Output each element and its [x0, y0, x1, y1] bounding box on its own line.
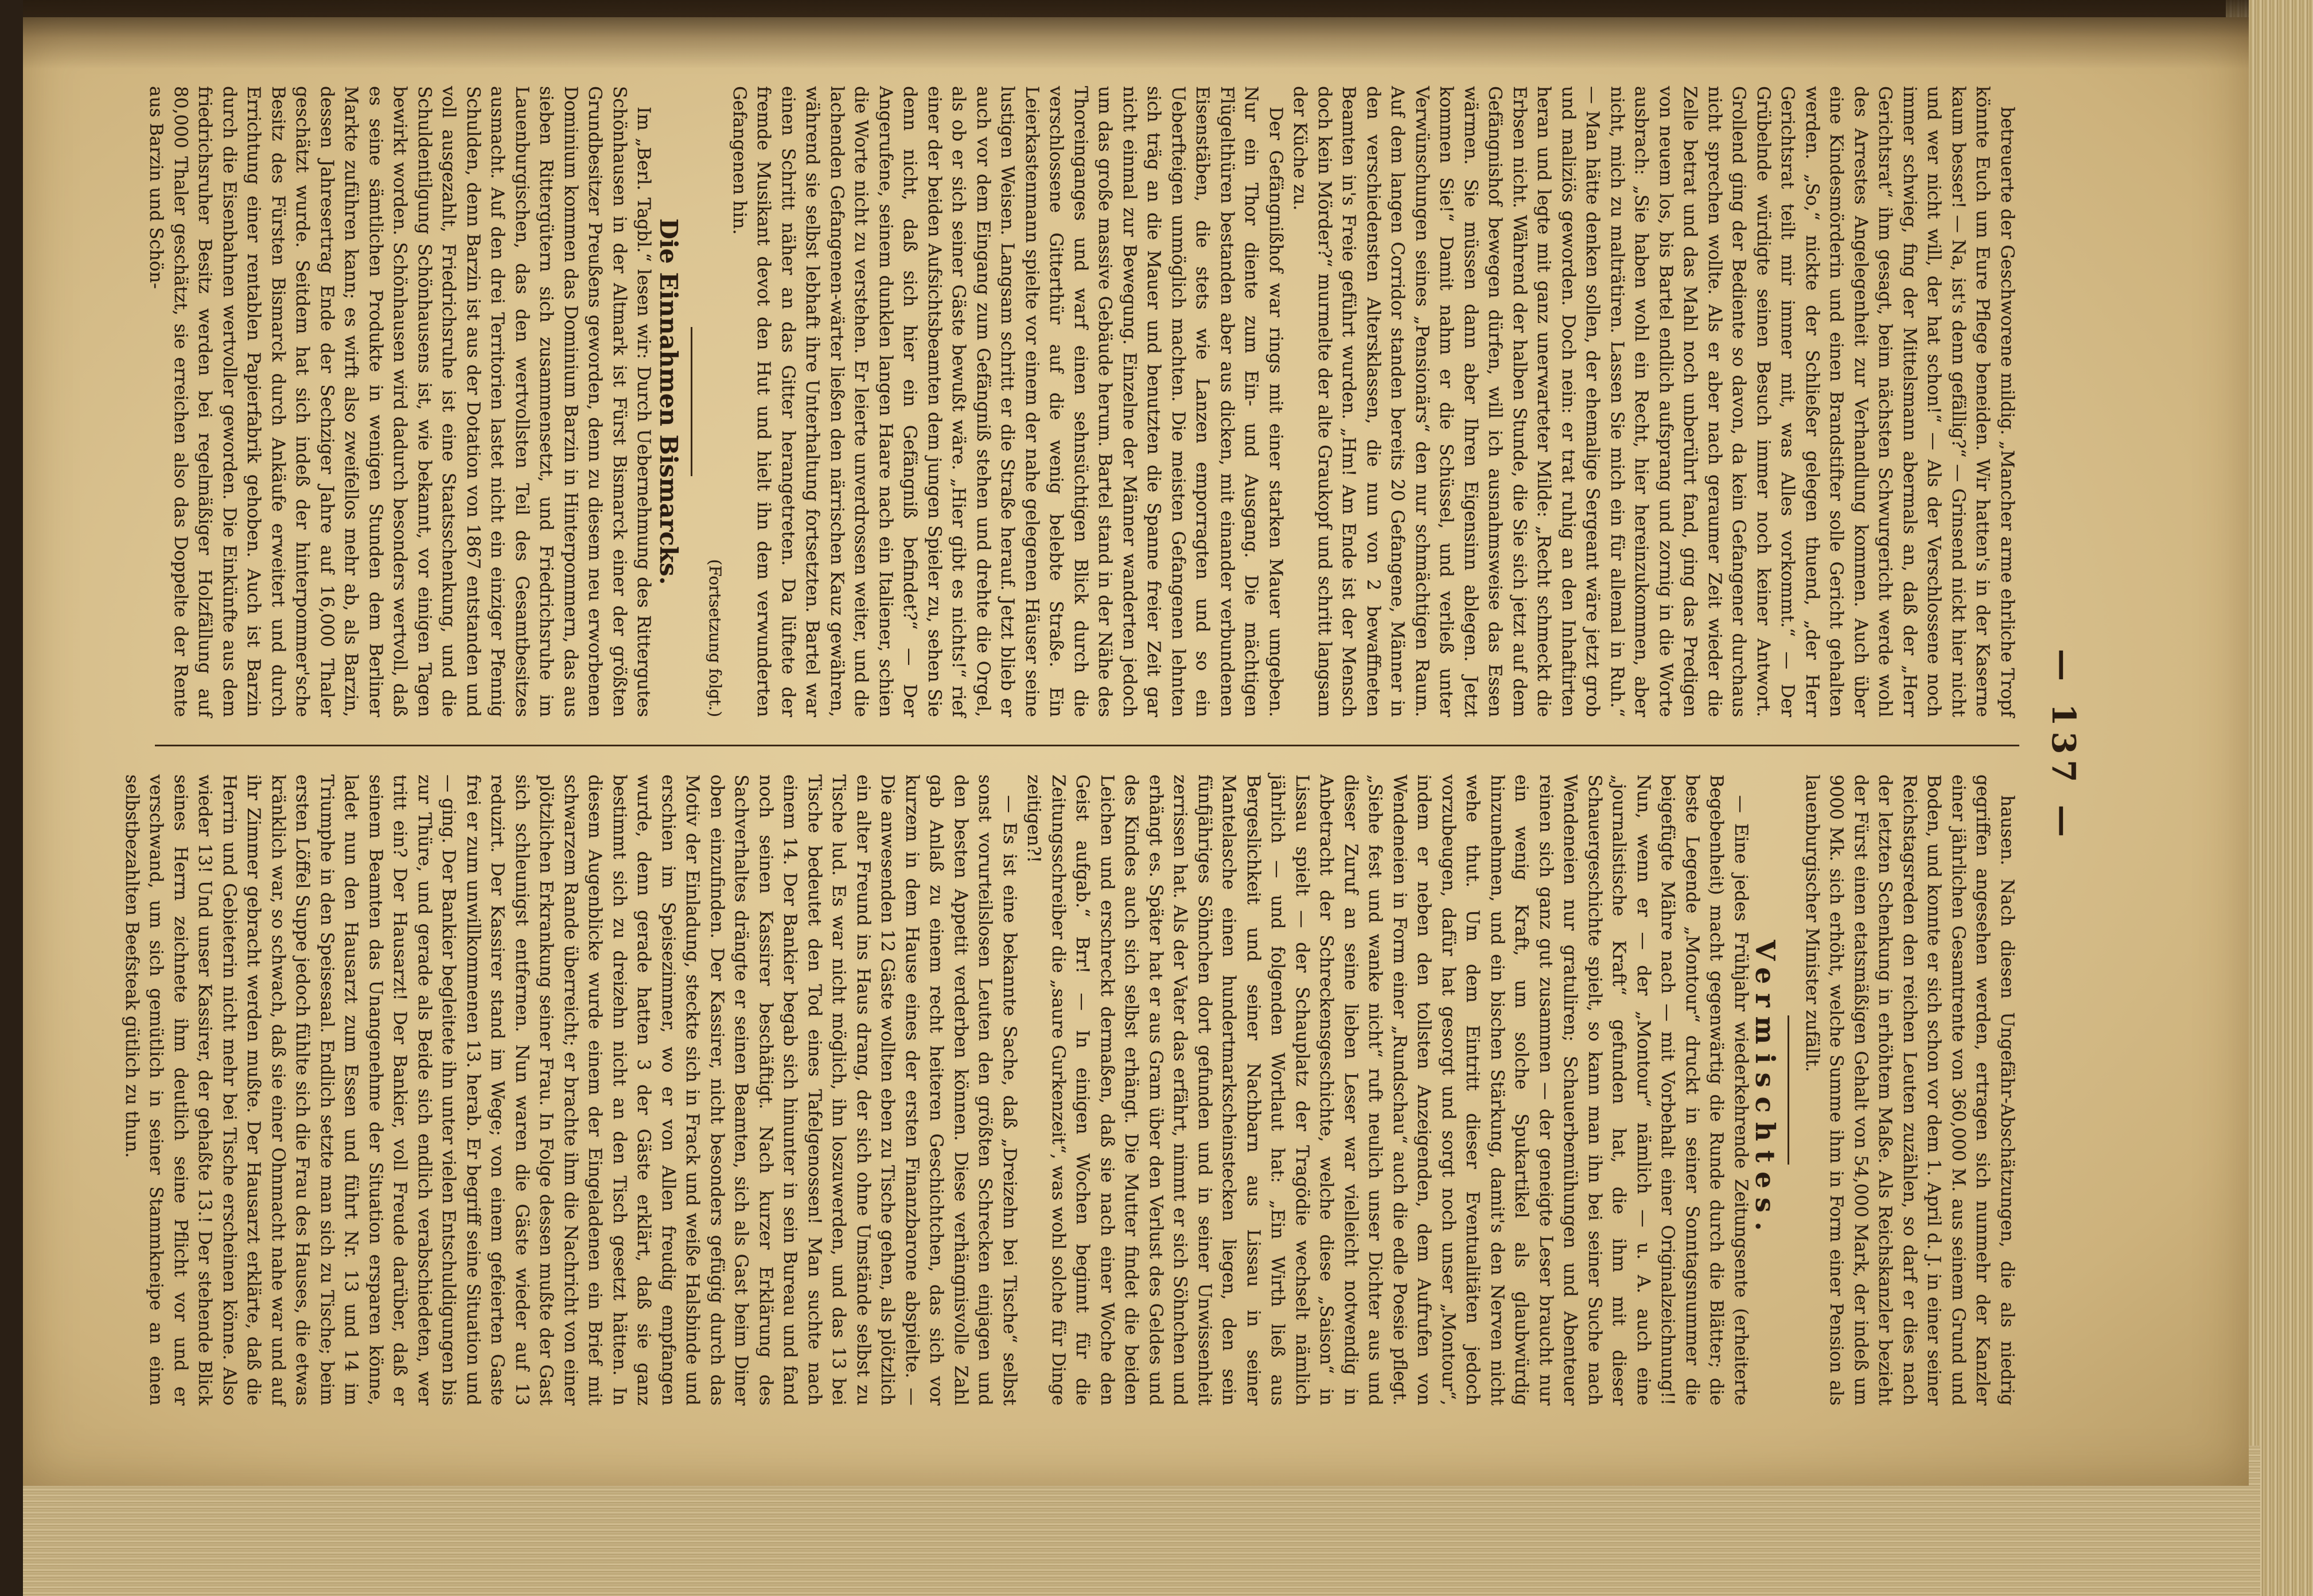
article-title-bismarck: Die Einnahmen Bismarcks.	[655, 218, 683, 585]
section-rule	[691, 327, 692, 476]
page-header	[2031, 86, 2082, 1406]
article-paragraph: hausen. Nach diesen Ungefähr-Abschätzungen, die als niedrig gegriffen angesehen werden, ertragen sich nunmehr der Kanzler einer jährlichen Gesamtrente von 360,000 M. aus seinem Grund und Boden, und konnte er sich schon vor dem 1. April d. J. in einer seiner Reichstagsreden den reichen Leuten zuzählen, so darf er dies nach der letzten Schenkung in erhöhtem Maße. Als Reichskanzler bezieht der Fürst einen etatsmäßigen Gehalt von 54,000 Mark, der indeß um 9000 Mk. sich erhöht, welche Summe ihm in Form einer Pension als lauenburgischer Minister zufällt.	[1802, 774, 2018, 1406]
miscellany-paragraph: — Eine jedes Frühjahr wiederkehrende Zeitungsente (erheiterte Begebenheit) macht gegenwärtig die Runde durch die Blätter; die beste Legende „Montour“ druckt in seiner Sonntagsnummer die beigefügte Mähre nach — mit Vorbehalt einer Originalzeichnung!! Nun, wenn er — der „Montour“ nämlich — u. A. auch eine „journalistische Kraft“ gefunden hat, die ihm mit dieser Schauergeschichte spielt, so kann man ihn bei seiner Suche nach Wendeneien nur gratuliren; Schauerbemühungen und Abenteuer reinen sich ganz gut zusammen — der geneigte Leser braucht nur ein wenig Kraft, um solche Spukartikel als glaubwürdig hinzunehmen, und ein bischen Stärkung, damit's den Nerven nicht wehe thut. Um dem Eintritt dieser Eventualitäten jedoch vorzubeugen, dafür hat gesorgt und sorgt noch unser „Montour“, indem er neben den tollsten Anzeigenden, dem Aufrufen von Wendeneien in Form einer „Rundschau“ auch die edle Poesie pflegt. „Siehe fest und wanke nicht“ ruft neulich unser Dichter aus und dieser Zuruf an seine lieben Leser war vielleicht notwendig in Anbetracht der Schreckensgeschichte, welche diese „Saison“ in Lissau spielt — der Schauplatz der Tragödie wechselt nämlich jährlich — und folgenden Wortlaut hat: „Ein Wirth ließ aus Bergeslichkeit und seiner Nachbarn aus Lissau in seiner Mantelasche einen hundertmarkscheinstecken liegen, den sein fünfjähriges Söhnchen dort gefunden und in seiner Unwissenheit zerrissen hat. Als der Vater das erfährt, nimmt er sich Söhnchen und erhängt es. Später hat er aus Gram über den Verlust des Geldes und des Kindes auch sich selbst erhängt. Die Mutter findet die beiden Leichen und erschreckt dermaßen, daß sie nach einer Woche den Geist aufgab.“ Brr! — In einigen Wochen beginnt für die Zeitungsschreiber die „saure Gurkenzeit“, was wohl solche für Dinge zeitigen?!	[1023, 774, 1751, 1406]
section-rule	[1788, 1015, 1790, 1165]
article-paragraph: Im „Berl. Tagbl.“ lesen wir: Durch Uebernehmung des Rittergutes Schönhausen in der Altmark ist Fürst Bismarck einer der größten Grundbesitzer Preußens geworden, denn zu diesem neu erworbenen Dominium kommen das Dominium Barzin in Hinterpommern, das aus sieben Rittergütern sich zusammensetzt, und Friedrichsruhe im Lauenburgischen, das den wertvollsten Teil des Gesamtbesitzes ausmacht. Auf den drei Territorien lastet nicht ein einziger Pfennig Schulden, denn Barzin ist aus der Dotation von 1867 entstanden und voll ausgezahlt, Friedrichsruhe ist eine Staatsschenkung, und die Schuldentilgung Schönhausens ist, wie bekannt, vor einigen Tagen bewirkt worden. Schönhausen wird dadurch besonders wertvoll, daß es seine sämtlichen Produkte in wenigen Stunden dem Berliner Markte zuführen kann; es wirft also zweifellos mehr ab, als Barzin, dessen Jahresertrag Ende der Sechziger Jahre auf 16,000 Thaler geschätzt wurde. Seitdem hat sich indeß der hinterpommer'sche Besitz des Fürsten Bismarck durch Ankäufe erweitert und durch Errichtung einer rentablen Papierfabrik gehoben. Auch ist Barzin durch die Eisenbahnen wertvoller geworden. Die Einkünfte aus dem friedrichsruher Besitz werden bei regelmäßiger Holzfällung auf 80,000 Thaler geschätzt, sie erreichen also das Doppelte der Rente aus Barzin und Schön-	[146, 86, 655, 717]
column-divider	[155, 745, 2019, 746]
left-column	[144, 86, 2019, 717]
printed-page	[122, 86, 2082, 1406]
gutter-shadow	[23, 0, 2249, 69]
miscellany-paragraph: — Es ist eine bekannte Sache, daß „Dreizehn bei Tische“ selbst sonst vorurteilslosen Leuten den größten Schrecken einjagen und den besten Appetit verderben können. Diese verhängnisvolle Zahl gab Anlaß zu einem recht heiteren Geschichtchen, das sich vor kurzem in dem Hause eines der ersten Finanzbarone abspielte. — Die anwesenden 12 Gäste wollten eben zu Tische gehen, als plötzlich ein alter Freund ins Haus drang, der sich ohne Umstände selbst zu Tische lud. Es war nicht möglich, ihn loszuwerden, und das 13 bei Tische bedeutet den Tod eines Tafelgenossen! Man suchte nach einem 14. Der Bankier begab sich hinunter in sein Bureau und fand noch seinen Kassirer beschäftigt. Nach kurzer Erklärung des Sachverhaltes drängte er seinen Beamten, sich als Gast beim Diner oben einzufinden. Der Kassirer, nicht besonders gefügig durch das Motiv der Einladung, steckte sich in Frack und weiße Halsbinde und erschien im Speisezimmer, wo er von Allen freudig empfangen wurde, denn gerade hatten 3 der Gäste erklärt, daß sie ganz bestimmt sich zu dreizehn nicht an den Tisch gesetzt hätten. In diesem Augenblicke wurde einem der Eingeladenen ein Brief mit schwarzem Rande überreicht; er brachte ihm die Nachricht von einer plötzlichen Erkrankung seiner Frau. In Folge dessen mußte der Gast sich schleunigst entfernen. Nun waren die Gäste wieder auf 13 reduzirt. Der Kassirer stand im Wege; von einem gefeierten Gaste frei er zum unwillkommenen 13. herab. Er begriff seine Situation und — ging. Der Bankier begleitete ihn unter vielen Entschuldigungen bis zur Thüre, und gerade als Beide sich endlich verabschiedeten, wer tritt ein? Der Hausarzt! Der Bankier, voll Freude darüber, daß er seinem Beamten das Unangenehme der Situation ersparen könne, ladet nun den Hausarzt zum Essen und führt Nr. 13 und 14 im Triumphe in den Speisesaal. Endlich setzte man sich zu Tische; beim ersten Löffel Suppe jedoch fühlte sich die Frau des Hauses, die etwas kränklich war, so schwach, daß sie einer Ohnmacht nahe war und auf ihr Zimmer gebracht werden mußte. Der Hausarzt erklärte, daß die Herrin und Gebieterin nicht mehr bei Tische erscheinen könne. Also wieder 13! Und unser Kassirer, der gehaßte 13.! Der stehende Blick seines Herrn zeichnete ihm deutlich seine Pflicht vor und er verschwand, um sich gemütlich in seiner Stammkneipe an einen selbstbezahlten Beefsteak gütlich zu thun.	[122, 774, 1020, 1406]
section-title-vermischtes: Vermischtes.	[1750, 940, 1781, 1240]
page-number: — 137 —	[2045, 649, 2082, 843]
right-column	[120, 774, 2020, 1406]
continued-note: (Fortsetzung folgt.)	[706, 559, 725, 717]
story-paragraph: Der Gefängnißhof war rings mit einer starken Mauer umgeben. Nur ein Thor diente zum Ein- und Ausgang. Die mächtigen Flügelthüren bestanden aber aus dicken, mit einander verbundenen Eisenstäben, die stets wie Lanzen emporragten und so ein Ueberfteigen unmöglich machten. Die meisten Gefangenen lehnten sich träg an die Mauer und benutzten die Spanne freier Zeit gar nicht einmal zur Bewegung. Einzelne der Männer wanderten jedoch um das große massive Gebäude herum. Bartel stand in der Nähe des Thoreinganges und warf einen sehnsüchtigen Blick durch die verschlossene Gitterthür auf die wenig belebte Straße. Ein Leierkastenmann spielte vor einem der nahe gelegenen Häuser seine lustigen Weisen. Langsam schritt er die Straße herauf. Jetzt blieb er auch vor dem Eingang zum Gefängniß stehen und drehte die Orgel, als ob er sich seiner Gäste bewußt wäre. „Hier gibt es nichts!“ rief einer der beiden Aufsichtsbeamten dem jungen Spieler zu, sehen Sie denn nicht, daß sich hier ein Gefängniß befindet?“ — Der Angerufene, seinem dunklen langen Haare nach ein Italiener, schien die Worte nicht zu verstehen. Er leierte unverdrossen weiter, und die lachenden Gefangenen-wärter ließen den närrischen Kauz gewähren, während sie selbst lebhaft ihre Unterhaltung fortsetzten. Bartel war einen Schritt näher an das Gitter herangetreten. Da lüftete der fremde Musikant devot den Hut und hielt ihn dem verwunderten Gefangenen hin.	[729, 86, 1286, 717]
story-paragraph: betreuerte der Geschworene mildig. „Mancher arme ehrliche Tropf könnte Euch um Eure Pflege beneiden. Wir hatten's in der Kaserne kaum besser! — Na, ist's denn gefällig?“ — Grinsend nickt hier nicht und wer nicht will, der hat schon!“ — Als der Verschlossene noch immer schwieg, fing der Mittelsmann abermals an, daß der „Herr Gerichtsrat“ ihm gesagt, beim nächsten Schwurgericht werde wohl des Arrestes Angelegenheit zur Verhandlung kommen. Auch über eine Kindesmörderin und einen Brandstifter solle Gericht gehalten werden. „So,“ nickte der Schließer gelegen thuend, „der Herr Gerichtsrat teilt mir immer mit, was Alles vorkommt.“ — Der Grübelnde würdigte seinen Besuch immer noch keiner Antwort. Grollend ging der Bediente so davon, da kein Gefangener durchaus nicht sprechen wollte. Als er aber nach geraumer Zeit wieder die Zelle betrat und das Mahl noch unberührt fand, ging das Predigen von neuem los, bis Bartel endlich aufsprang und zornig in die Worte ausbrach: „Sie haben wohl ein Recht, hier hereinzukommen, aber nicht, mich zu malträtiren. Lassen Sie mich ein für allemal in Ruh.“ — Man hätte denken sollen, der ehemalige Sergeant wäre jetzt grob und maliziös geworden. Doch nein: er trat ruhig an den Inhaftirten heran und legte mit ganz unerwarteter Milde: „Recht schmeckt die Erbsen nicht. Während der halben Stunde, die Sie sich jetzt auf dem Gefängnishof bewegen dürfen, will ich ausnahmsweise das Essen wärmen. Sie müssen dann aber Ihren Eigensinn ablegen. Jetzt kommen Sie!“ Damit nahm er die Schüssel, und verließ unter Verwünschungen seines „Pensionärs“ den nur schmächtigen Raum. Auf dem langen Corridor standen bereits 20 Gefangene, Männer in den verschiedensten Altersklassen, die nun von 2 bewaffneten Beamten in's Freie geführt wurden. „Hm! Am Ende ist der Mensch doch kein Mörder?“ murmelte der alte Graukopf und schritt langsam der Küche zu.	[1290, 86, 2018, 717]
